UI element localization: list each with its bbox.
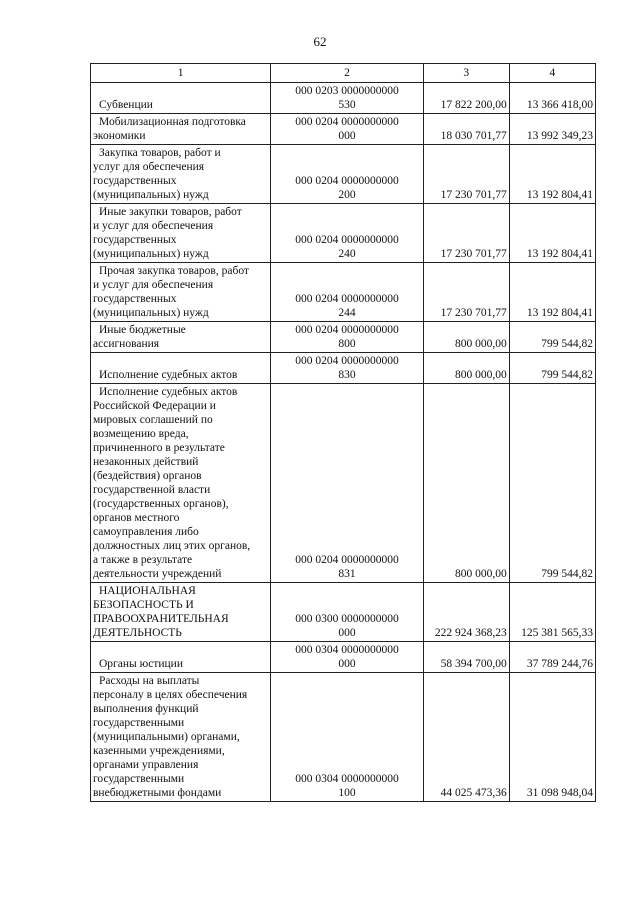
row-code-cell-text: 000 0304 0000000000 000: [295, 644, 399, 670]
row-name-cell-text: Исполнение судебных актов: [99, 369, 238, 381]
row-planned-value-cell-text: 800 000,00: [455, 568, 507, 580]
row-name-cell: [91, 384, 271, 583]
row-executed-value-cell: [509, 384, 595, 583]
row-planned-value-cell: [423, 263, 509, 322]
row-planned-value-cell: [423, 322, 509, 353]
table-row: [91, 642, 596, 673]
row-code-cell: [271, 642, 423, 673]
page-number: 62: [313, 34, 327, 49]
row-code-cell-text: 000 0204 0000000000 830: [295, 355, 399, 381]
row-planned-value-cell: [423, 673, 509, 802]
row-code-cell-text: 000 0203 0000000000 530: [295, 85, 399, 111]
row-code-cell: [271, 583, 423, 642]
row-name-cell: [91, 263, 271, 322]
budget-table: [90, 63, 596, 802]
table-row: [91, 322, 596, 353]
row-executed-value-cell: [509, 263, 595, 322]
row-executed-value-cell: [509, 204, 595, 263]
row-planned-value-cell: [423, 145, 509, 204]
table-row: [91, 204, 596, 263]
row-planned-value-cell: [423, 384, 509, 583]
row-name-cell-text: Органы юстиции: [99, 658, 183, 670]
row-name-cell-text: Мобилизационная подготовка экономики: [93, 116, 246, 142]
row-code-cell: [271, 673, 423, 802]
table-row: [91, 673, 596, 802]
row-executed-value-cell: [509, 322, 595, 353]
table-row: [91, 384, 596, 583]
row-code-cell-text: 000 0204 0000000000 831: [295, 554, 399, 580]
row-planned-value-cell-text: 17 230 701,77: [440, 307, 507, 319]
table-row: [91, 114, 596, 145]
row-executed-value-cell: [509, 114, 595, 145]
table-row: [91, 263, 596, 322]
row-executed-value-cell-text: 37 789 244,76: [526, 658, 593, 670]
row-code-cell: [271, 353, 423, 384]
column-header: 3: [423, 64, 509, 83]
row-name-cell-text: НАЦИОНАЛЬНАЯ БЕЗОПАСНОСТЬ И ПРАВООХРАНИТЕЛЬНАЯ ДЕЯТЕЛЬНОСТЬ: [93, 585, 229, 639]
table-row: [91, 353, 596, 384]
row-name-cell: [91, 583, 271, 642]
row-code-cell: [271, 322, 423, 353]
row-planned-value-cell-text: 44 025 473,36: [440, 787, 507, 799]
row-executed-value-cell-text: 799 544,82: [541, 338, 593, 350]
row-name-cell-text: Субвенции: [99, 99, 153, 111]
row-planned-value-cell-text: 18 030 701,77: [440, 130, 507, 142]
row-planned-value-cell-text: 800 000,00: [455, 338, 507, 350]
row-name-cell: [91, 642, 271, 673]
row-executed-value-cell-text: 13 992 349,23: [526, 130, 593, 142]
column-header: 4: [509, 64, 595, 83]
row-executed-value-cell-text: 13 192 804,41: [526, 248, 593, 260]
row-name-cell: [91, 145, 271, 204]
row-name-cell-text: Закупка товаров, работ и услуг для обеспечения государственных (муниципальных) нужд: [93, 147, 221, 201]
row-name-cell: [91, 114, 271, 145]
row-executed-value-cell-text: 799 544,82: [541, 568, 593, 580]
column-header: 1: [91, 64, 271, 83]
column-header: 2: [271, 64, 423, 83]
row-executed-value-cell-text: 13 192 804,41: [526, 307, 593, 319]
row-executed-value-cell: [509, 642, 595, 673]
row-executed-value-cell: [509, 353, 595, 384]
row-code-cell-text: 000 0304 0000000000 100: [295, 773, 399, 799]
row-executed-value-cell-text: 125 381 565,33: [521, 627, 593, 639]
row-planned-value-cell-text: 58 394 700,00: [440, 658, 507, 670]
row-planned-value-cell-text: 17 230 701,77: [440, 189, 507, 201]
table-row: [91, 583, 596, 642]
row-code-cell: [271, 204, 423, 263]
row-code-cell-text: 000 0300 0000000000 000: [295, 613, 399, 639]
row-code-cell: [271, 145, 423, 204]
row-planned-value-cell-text: 17 822 200,00: [440, 99, 507, 111]
row-name-cell: [91, 353, 271, 384]
row-planned-value-cell-text: 222 924 368,23: [434, 627, 507, 639]
row-code-cell-text: 000 0204 0000000000 240: [295, 234, 399, 260]
row-planned-value-cell: [423, 114, 509, 145]
table-header-row: [91, 64, 596, 83]
row-code-cell: [271, 384, 423, 583]
row-executed-value-cell-text: 13 192 804,41: [526, 189, 593, 201]
row-name-cell: [91, 673, 271, 802]
row-code-cell-text: 000 0204 0000000000 200: [295, 175, 399, 201]
row-name-cell-text: Исполнение судебных актов Российской Федерации и мировых соглашений по возмещению вреда, причиненного в результате незаконных действий (бездействия) органов государственной власти (государственных органов), органов местного самоуправления либо должностных лиц этих органов, а также в результате деятельности учреждений: [93, 386, 251, 580]
row-name-cell-text: Иные закупки товаров, работ и услуг для обеспечения государственных (муниципальных) нужд: [93, 206, 242, 260]
row-executed-value-cell-text: 799 544,82: [541, 369, 593, 381]
row-planned-value-cell: [423, 204, 509, 263]
row-executed-value-cell: [509, 145, 595, 204]
row-code-cell-text: 000 0204 0000000000 800: [295, 324, 399, 350]
row-code-cell-text: 000 0204 0000000000 000: [295, 116, 399, 142]
row-name-cell-text: Расходы на выплаты персоналу в целях обеспечения выполнения функций государственными (муниципальными) органами, казенными учреждениями, органами управления государственными внебюджетными фондами: [93, 675, 248, 799]
row-name-cell: [91, 83, 271, 114]
row-planned-value-cell: [423, 583, 509, 642]
row-code-cell: [271, 83, 423, 114]
row-executed-value-cell: [509, 673, 595, 802]
row-planned-value-cell-text: 17 230 701,77: [440, 248, 507, 260]
row-planned-value-cell: [423, 83, 509, 114]
table-row: [91, 83, 596, 114]
row-executed-value-cell-text: 31 098 948,04: [526, 787, 593, 799]
row-name-cell: [91, 204, 271, 263]
row-planned-value-cell: [423, 642, 509, 673]
table-row: [91, 145, 596, 204]
row-name-cell-text: Иные бюджетные ассигнования: [93, 324, 186, 350]
row-planned-value-cell-text: 800 000,00: [455, 369, 507, 381]
row-planned-value-cell: [423, 353, 509, 384]
row-name-cell-text: Прочая закупка товаров, работ и услуг для обеспечения государственных (муниципальных) нужд: [93, 265, 249, 319]
row-code-cell: [271, 263, 423, 322]
row-executed-value-cell: [509, 83, 595, 114]
row-executed-value-cell-text: 13 366 418,00: [526, 99, 593, 111]
row-code-cell: [271, 114, 423, 145]
row-name-cell: [91, 322, 271, 353]
row-executed-value-cell: [509, 583, 595, 642]
row-code-cell-text: 000 0204 0000000000 244: [295, 293, 399, 319]
